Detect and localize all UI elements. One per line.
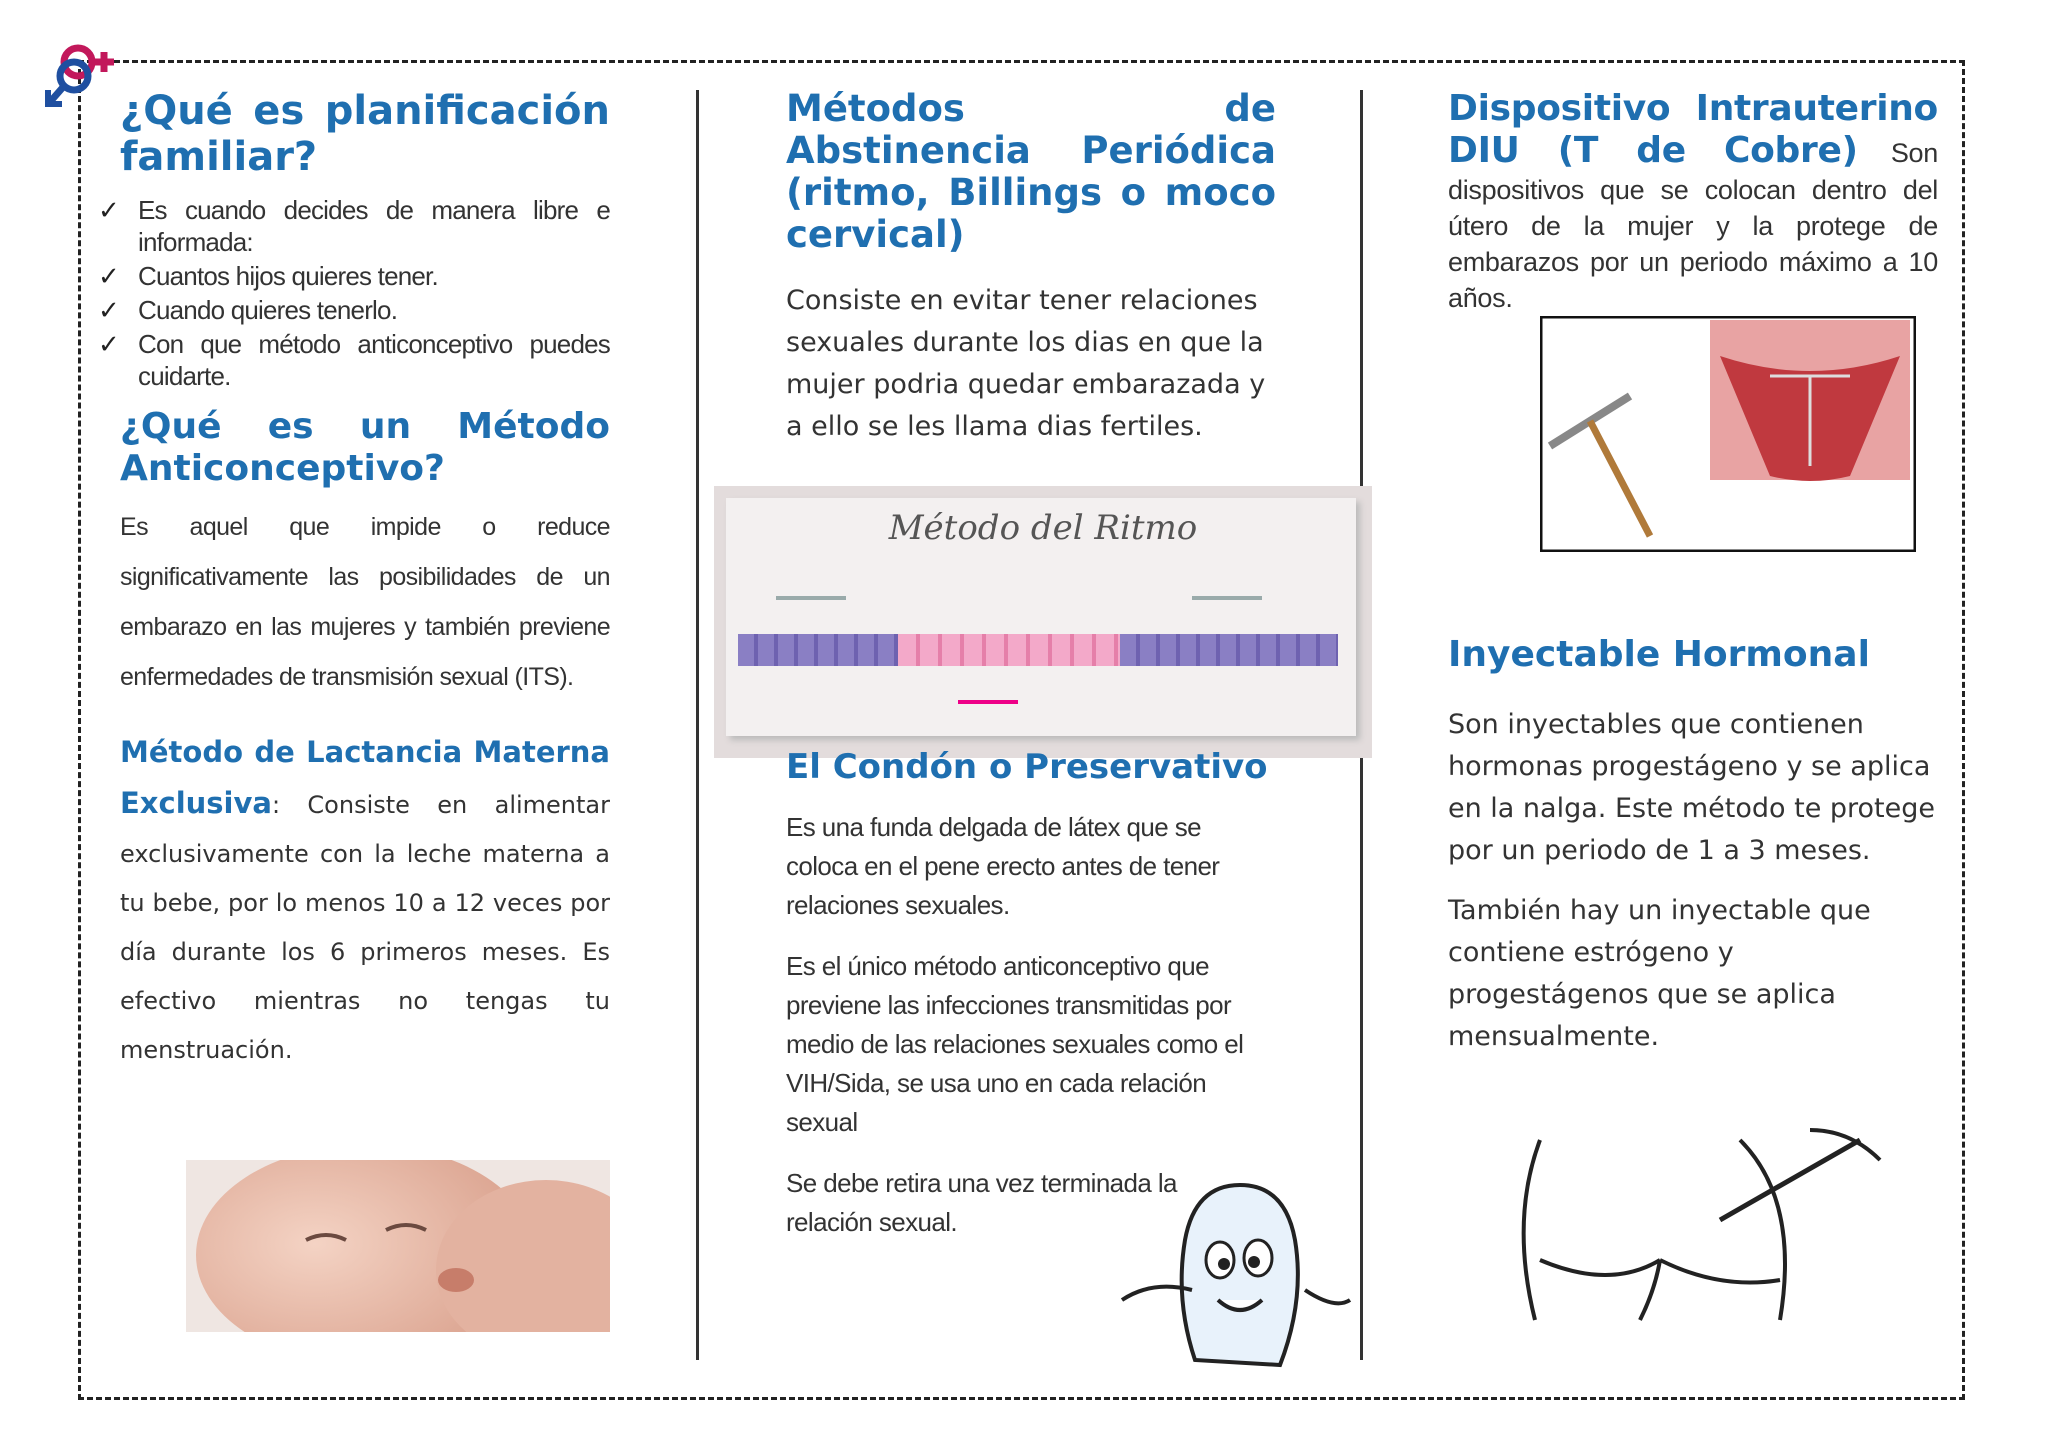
check-icon: ✓ (98, 329, 119, 359)
paragraph-condon-1: Es una funda delgada de látex que se coloca en el pene erecto antes de tener relaciones sexuales. (786, 812, 1220, 920)
column-1 (98, 88, 610, 1075)
check-icon: ✓ (98, 195, 119, 225)
condom-mascot-illustration (1100, 1160, 1360, 1380)
check-icon: ✓ (98, 261, 119, 291)
check-icon: ✓ (98, 295, 119, 325)
rhythm-method-image (714, 486, 1372, 758)
paragraph-inyectable-1: Son inyectables que contienen hormonas progestágeno y se aplica en la nalga. Este método te protege por un periodo de 1 a 3 meses. (1448, 709, 1936, 866)
paragraph-condon-3: Se debe retira una vez terminada la relación sexual. (786, 1168, 1177, 1237)
heading-diu: Dispositivo Intrauterino DIU (T de Cobre) (1448, 88, 1938, 171)
paragraph-anticonceptivo: Es aquel que impide o reduce significativamente las posibilidades de un embarazo en las mujeres y también previene enfermedades de transmisión sexual (ITS). (120, 513, 610, 691)
paragraph-condon-2: Es el único método anticonceptivo que previene las infecciones transmitidas por medio de las relaciones sexuales como el VIH/Sida, se usa uno en cada relación sexual (786, 951, 1244, 1137)
paragraph-lactancia: Método de Lactancia Materna Exclusiva: Consiste en alimentar exclusivamente con la leche materna a tu bebe, por lo menos 10 a 12 veces por día durante los 6 primeros meses. Es efectivo mientras no tengas tu menstruación. (120, 735, 610, 1064)
list-item: ✓ Con que método anticonceptivo puedes cuidarte. (98, 329, 610, 391)
heading-lactancia: Método de Lactancia Materna Exclusiva (120, 735, 610, 820)
paragraph-diu: Dispositivo Intrauterino DIU (T de Cobre) Son dispositivos que se colocan dentro del útero de la mujer y la protege de embarazos por un periodo máximo a 10 años. (1448, 88, 1938, 313)
injection-sketch-illustration (1480, 1110, 1900, 1330)
heading-metodo-anticonceptivo: ¿Qué es un Método Anticonceptivo? (120, 406, 610, 489)
breastfeeding-baby-image (186, 1160, 610, 1332)
list-item: ✓ Cuantos hijos quieres tener. (98, 261, 438, 291)
rhythm-title: Método del Ritmo (888, 508, 1198, 548)
calendar-bar-infertile-2 (1120, 634, 1338, 666)
calendar-bar-infertile-1 (738, 634, 898, 666)
calendar-bar-fertile (898, 634, 1120, 666)
iud-t-de-cobre-image (1540, 316, 1916, 552)
column-3 (1448, 88, 1938, 316)
list-item: ✓ Cuando quieres tenerlo. (98, 295, 398, 325)
column-divider (696, 90, 699, 1360)
heading-planificacion: ¿Qué es planificación familiar? (120, 88, 610, 180)
list-item: ✓ Es cuando decides de manera libre e informada: (98, 195, 610, 257)
checklist (98, 194, 610, 392)
heading-inyectable: Inyectable Hormonal (1448, 634, 1870, 675)
paragraph-inyectable-2: También hay un inyectable que contiene estrógeno y progestágenos que se aplica mensualmente. (1448, 895, 1871, 1052)
heading-condon: El Condón o Preservativo (786, 747, 1268, 787)
column-2 (786, 88, 1276, 448)
column-3-lower (1448, 634, 1938, 1058)
paragraph-abstinencia: Consiste en evitar tener relaciones sexuales durante los dias en que la mujer podria quedar embarazada y a ello se les llama dias fertiles. (786, 285, 1266, 442)
heading-abstinencia: Métodos de Abstinencia Periódica (ritmo, Billings o moco cervical) (786, 87, 1276, 256)
